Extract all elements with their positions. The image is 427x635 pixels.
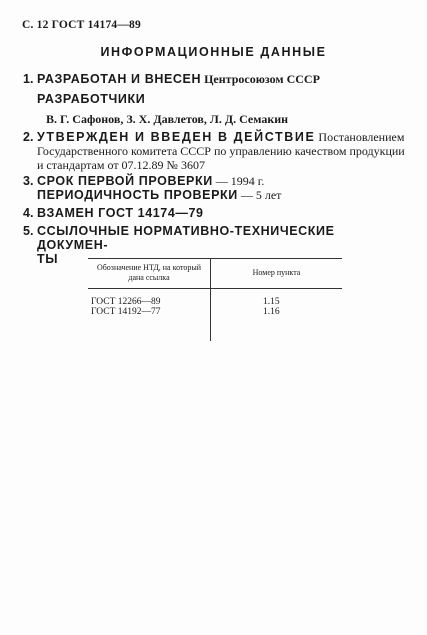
item-text: — 1994 г. — [212, 174, 265, 188]
developers-names-row — [46, 112, 416, 126]
table-spacer — [88, 289, 342, 298]
item-number: 3. — [23, 174, 34, 188]
cell-clause: 1.16 — [263, 307, 280, 317]
item-text: Центросоюзом СССР — [201, 72, 320, 86]
cell-document: ГОСТ 12266—89 — [88, 297, 211, 307]
table-row — [88, 297, 342, 307]
item-text: Постановлением Государственного комитета СССР по управлению качеством продукции и стандартам от 07.12.89 № 3607 — [37, 130, 405, 172]
item-heading: СРОК ПЕРВОЙ ПРОВЕРКИ — [37, 174, 213, 188]
item-heading: ВЗАМЕН ГОСТ 14174—79 — [37, 206, 204, 220]
table-header-row — [88, 259, 342, 289]
item-heading: УТВЕРЖДЕН И ВВЕДЕН В ДЕЙСТВИЕ — [37, 130, 316, 144]
item-number: 2. — [23, 130, 34, 144]
item-approved — [23, 130, 407, 172]
developers-label: РАЗРАБОТЧИКИ — [37, 92, 146, 106]
item-developed — [23, 72, 407, 86]
cell-document: ГОСТ 14192—77 — [88, 307, 211, 317]
item-replaces — [23, 206, 407, 220]
item-heading: РАЗРАБОТАН И ВНЕСЕН — [37, 72, 202, 86]
developers-label-row — [37, 92, 407, 106]
item-heading: ССЫЛОЧНЫЕ НОРМАТИВНО-ТЕХНИЧЕСКИЕ ДОКУМЕН- — [37, 224, 335, 252]
table-spacer — [88, 317, 342, 341]
item-number: 1. — [23, 72, 34, 86]
column-header-document: Обозначение НТД, на который дана ссылка — [88, 259, 211, 289]
section-title: ИНФОРМАЦИОННЫЕ ДАННЫЕ — [100, 45, 327, 59]
cell-clause: 1.15 — [263, 297, 280, 307]
item-heading-2: ТЫ — [37, 252, 59, 266]
item-number: 5. — [23, 224, 34, 238]
table-row — [88, 307, 342, 317]
references-table — [88, 258, 342, 341]
item-number: 4. — [23, 206, 34, 220]
developers-names: В. Г. Сафонов, З. Х. Давлетов, Л. Д. Семакин — [46, 112, 289, 126]
column-header-clause: Номер пункта — [211, 259, 343, 289]
item-heading-2: ПЕРИОДИЧНОСТЬ ПРОВЕРКИ — [37, 188, 238, 202]
item-text-2: — 5 лет — [237, 188, 282, 202]
page-header: С. 12 ГОСТ 14174—89 — [22, 19, 141, 31]
item-review — [23, 174, 407, 202]
